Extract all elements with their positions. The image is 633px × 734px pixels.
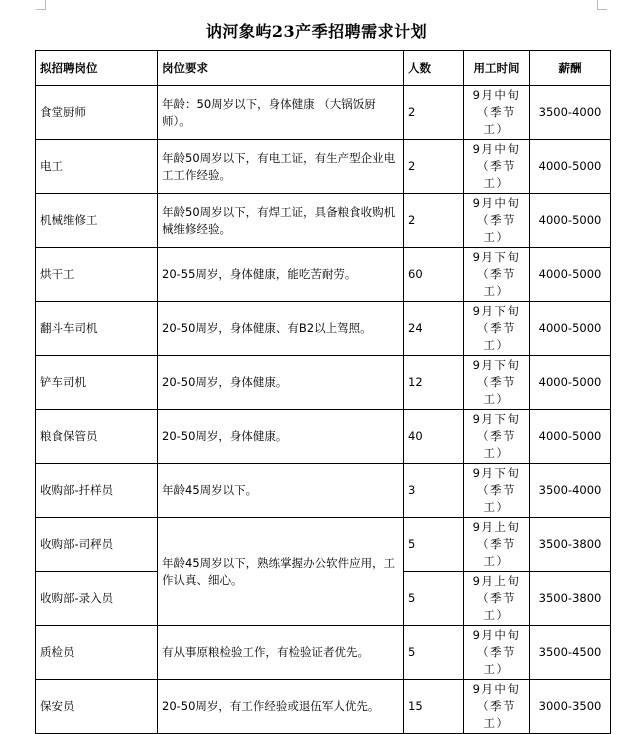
header-time: 用工时间 <box>464 51 530 86</box>
time-type: （季节工） <box>477 537 516 568</box>
count-cell: 15 <box>404 680 464 734</box>
count-cell: 60 <box>404 248 464 302</box>
post-cell: 收购部-司秤员 <box>36 518 158 572</box>
time-type: （季节工） <box>477 591 516 622</box>
time-cell <box>464 464 530 518</box>
pay-cell: 3500-3800 <box>530 572 611 626</box>
time-cell <box>464 248 530 302</box>
recruitment-table <box>35 50 611 734</box>
requirement-cell: 年龄：50周岁以下，身体健康 （大锅饭厨师）。 <box>158 86 404 140</box>
table-row <box>36 194 611 248</box>
time-period: 9月中旬 <box>472 142 521 156</box>
time-cell <box>464 140 530 194</box>
page-corner-mark-right <box>597 0 607 10</box>
count-cell: 2 <box>404 140 464 194</box>
table-row <box>36 464 611 518</box>
pay-cell: 3500-4000 <box>530 86 611 140</box>
time-type: （季节工） <box>477 375 516 406</box>
time-period: 9月中旬 <box>472 88 521 102</box>
count-cell: 12 <box>404 356 464 410</box>
pay-cell: 4000-5000 <box>530 410 611 464</box>
table-row <box>36 302 611 356</box>
table-row <box>36 86 611 140</box>
time-type: （季节工） <box>477 159 516 190</box>
pay-cell: 4000-5000 <box>530 356 611 410</box>
count-cell: 2 <box>404 86 464 140</box>
time-period: 9月上旬 <box>472 574 521 588</box>
post-cell: 收购部-录入员 <box>36 572 158 626</box>
table-row <box>36 680 611 734</box>
pay-cell: 4000-5000 <box>530 194 611 248</box>
post-cell: 电工 <box>36 140 158 194</box>
count-cell: 24 <box>404 302 464 356</box>
document-title: 讷河象屿23产季招聘需求计划 <box>205 22 428 41</box>
post-cell: 质检员 <box>36 626 158 680</box>
post-cell: 翻斗车司机 <box>36 302 158 356</box>
post-cell: 食堂厨师 <box>36 86 158 140</box>
requirement-cell: 年龄50周岁以下，有焊工证，具备粮食收购机械维修经验。 <box>158 194 404 248</box>
post-cell: 机械维修工 <box>36 194 158 248</box>
count-cell: 5 <box>404 626 464 680</box>
time-cell <box>464 356 530 410</box>
count-cell: 3 <box>404 464 464 518</box>
post-cell: 粮食保管员 <box>36 410 158 464</box>
time-cell <box>464 194 530 248</box>
time-period: 9月中旬 <box>472 628 521 642</box>
table-row <box>36 518 611 572</box>
page-corner-mark-left <box>36 0 46 10</box>
header-post: 拟招聘岗位 <box>36 51 158 86</box>
time-cell <box>464 302 530 356</box>
time-cell <box>464 626 530 680</box>
time-period: 9月中旬 <box>472 196 521 210</box>
time-period: 9月下旬 <box>472 358 521 372</box>
time-type: （季节工） <box>477 699 516 730</box>
time-period: 9月下旬 <box>472 412 521 426</box>
pay-cell: 4000-5000 <box>530 302 611 356</box>
pay-cell: 3500-4500 <box>530 626 611 680</box>
header-requirements: 岗位要求 <box>158 51 404 86</box>
requirement-cell: 有从事原粮检验工作，有检验证者优先。 <box>158 626 404 680</box>
time-period: 9月下旬 <box>472 304 521 318</box>
time-cell <box>464 680 530 734</box>
time-period: 9月下旬 <box>472 466 521 480</box>
table-row <box>36 410 611 464</box>
header-pay: 薪酬 <box>530 51 611 86</box>
time-type: （季节工） <box>477 645 516 676</box>
time-type: （季节工） <box>477 213 516 244</box>
time-period: 9月中旬 <box>472 682 521 696</box>
time-period: 9月下旬 <box>472 250 521 264</box>
post-cell: 烘干工 <box>36 248 158 302</box>
pay-cell: 3500-4000 <box>530 464 611 518</box>
time-type: （季节工） <box>477 105 516 136</box>
requirement-cell: 年龄45周岁以下，熟练掌握办公软件应用，工作认真、细心。 <box>158 518 404 626</box>
table-row <box>36 626 611 680</box>
pay-cell: 3500-3800 <box>530 518 611 572</box>
time-type: （季节工） <box>477 267 516 298</box>
pay-cell: 4000-5000 <box>530 140 611 194</box>
requirement-cell: 20-50周岁，身体健康。 <box>158 410 404 464</box>
post-cell: 收购部-扦样员 <box>36 464 158 518</box>
requirement-cell: 20-50周岁，身体健康。 <box>158 356 404 410</box>
count-cell: 40 <box>404 410 464 464</box>
time-period: 9月上旬 <box>472 520 521 534</box>
count-cell: 2 <box>404 194 464 248</box>
pay-cell: 3000-3500 <box>530 680 611 734</box>
requirement-cell: 20-55周岁，身体健康，能吃苦耐劳。 <box>158 248 404 302</box>
time-cell <box>464 572 530 626</box>
requirement-cell: 年龄45周岁以下。 <box>158 464 404 518</box>
time-type: （季节工） <box>477 483 516 514</box>
post-cell: 铲车司机 <box>36 356 158 410</box>
requirement-cell: 20-50周岁，有工作经验或退伍军人优先。 <box>158 680 404 734</box>
time-cell <box>464 410 530 464</box>
table-row <box>36 140 611 194</box>
requirement-cell: 20-50周岁，身体健康、有B2以上驾照。 <box>158 302 404 356</box>
table-header-row <box>36 51 611 86</box>
time-cell <box>464 86 530 140</box>
count-cell: 5 <box>404 572 464 626</box>
header-count: 人数 <box>404 51 464 86</box>
post-cell: 保安员 <box>36 680 158 734</box>
table-body <box>36 86 611 734</box>
pay-cell: 4000-5000 <box>530 248 611 302</box>
time-type: （季节工） <box>477 321 516 352</box>
time-cell <box>464 518 530 572</box>
table-row <box>36 356 611 410</box>
table-row <box>36 248 611 302</box>
count-cell: 5 <box>404 518 464 572</box>
time-type: （季节工） <box>477 429 516 460</box>
requirement-cell: 年龄50周岁以下，有电工证，有生产型企业电工工作经验。 <box>158 140 404 194</box>
